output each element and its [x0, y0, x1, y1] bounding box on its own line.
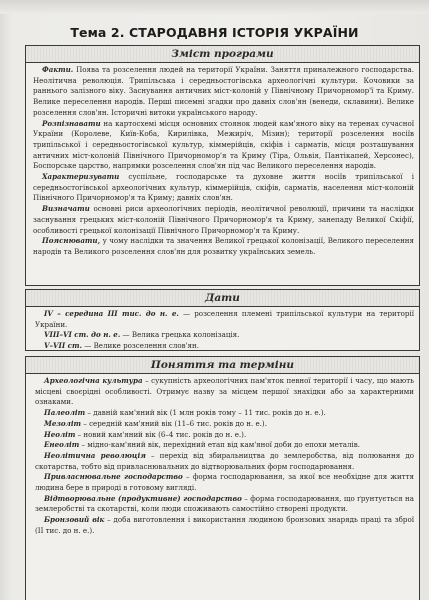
- concept-text: – мідно-кам'яний вік, перехідний етап від кам'яної доби до епохи металів.: [79, 440, 361, 450]
- concept-item: [35, 408, 414, 419]
- concepts-body: [26, 374, 419, 539]
- concept-item: [35, 419, 414, 430]
- program-text: у чому наслідки та значення Великої грецької колонізації, Великого переселення народів та Великого розселення слов'ян для розвитку українських земель.: [33, 236, 414, 256]
- concept-text: – форма господарювання, що ґрунтується на землеробстві та скотарстві, коли люди споживають самостійно створені продукти.: [35, 493, 414, 514]
- dates-heading: Дати: [26, 290, 419, 307]
- date-item: [35, 341, 414, 352]
- date-term: IV – середина III тис. до н. е.: [44, 309, 179, 318]
- program-heading: Зміст програми: [26, 46, 419, 63]
- concept-term: Привласнювальне господарство: [44, 472, 183, 482]
- date-text: — розселення племені трипільської культури на території України.: [35, 309, 415, 329]
- concept-text: – середній кам'яний вік (11–6 тис. років до н. е.).: [81, 418, 267, 428]
- program-term: Пояснювати,: [42, 236, 101, 246]
- page-title: Тема 2. СТАРОДАВНЯ ІСТОРІЯ УКРАЇНИ: [70, 25, 359, 40]
- program-text: суспільне, господарське та духовне життя носіїв трипільської і середньостогівської археологічних культур, кіммерійців, скіфів, сарматів, населення міст-колоній Північного Причорномор'я та Криму; давніх слов'ян.: [33, 172, 414, 203]
- program-paragraph: [33, 119, 414, 173]
- program-text: на картосхемі місця основних стоянок людей кам'яного віку на теренах сучасної України (Королеве, Київ-Коба, Кирилівка, Межиріч, Мізин); території розселення носіїв трипільської і середньостогівської культур, кіммерійців, скіфів і сарматів, місця розташування античних міст-колоній Північного Причорномор'я та Криму (Тіра, Ольвія, Пантікапей, Херсонес), Боспорське царство, напрямки розселення слов'ян під час Великого переселення народів.: [33, 118, 414, 171]
- concept-item: [35, 430, 414, 441]
- program-paragraph: [33, 204, 414, 236]
- date-term: VIII–VI ст. до н. е.: [44, 330, 121, 340]
- concept-item: [35, 440, 414, 451]
- concept-text: – давній кам'яний вік (1 млн років тому – 11 тис. років до н. е.).: [85, 408, 326, 418]
- concept-text: – доба виготовлення і використання людиною бронзових знарядь праці та зброї (ІІ тис. до н. е.).: [35, 515, 415, 535]
- date-term: V–VII ст.: [44, 341, 82, 351]
- program-paragraph: [33, 65, 414, 119]
- program-term: Визначати: [42, 204, 90, 214]
- program-term: Факти.: [42, 65, 74, 74]
- concept-item: [35, 515, 414, 536]
- header-strip: [0, 0, 429, 14]
- program-panel: [25, 45, 420, 286]
- concept-term: Археологічна культура: [44, 376, 143, 385]
- date-text: — Велика грецька колонізація.: [120, 330, 240, 340]
- concept-term: Відтворювальне (продуктивне) господарство: [44, 493, 242, 503]
- dates-body: [26, 307, 419, 354]
- concepts-panel: [25, 356, 420, 600]
- concept-term: Мезоліт: [44, 418, 82, 428]
- program-paragraph: [33, 236, 414, 257]
- date-item: [35, 330, 414, 341]
- concepts-heading: Поняття та терміни: [26, 357, 419, 374]
- program-term: Розпізнавати: [42, 118, 101, 128]
- concept-text: – сукупність археологічних пам'яток певної території і часу, що мають місцеві своєрідні особливості. Отримує назву за місцем першої знахідки або за характерними ознаками.: [35, 376, 414, 407]
- concept-term: Неолітична революція: [44, 450, 146, 460]
- program-paragraph: [33, 172, 414, 204]
- concept-item: [35, 494, 414, 515]
- concept-term: Енеоліт: [44, 440, 80, 450]
- concept-text: – перехід від збиральництва до землеробства, від полювання до скотарства, тобто від привласнювальних до відтворювальних форм господарювання.: [35, 450, 414, 471]
- concept-item: [35, 472, 414, 493]
- concept-item: [35, 451, 414, 472]
- concept-item: [35, 376, 414, 408]
- concept-text: – новий кам'яний вік (6–4 тис. років до н. е.).: [75, 429, 247, 439]
- program-text: Поява та розселення людей на території України. Заняття приналежного господарства. Неолітична революція. Трипільська і середньостогівська археологічні культури. Кочовики за раннього залізного віку. Заснування античних міст-колоній у Північному Причорномор'ї та Криму. Велике переселення народів. Перші писемні згадки про давніх слов'ян (венеди, склавини). Велике розселення слов'ян. Історичні витоки українського народу.: [33, 65, 414, 117]
- concept-term: Бронзовий вік: [44, 515, 105, 525]
- concept-term: Палеоліт: [44, 408, 86, 418]
- concept-term: Неоліт: [44, 429, 76, 439]
- program-text: основні риси археологічних періодів, неолітичної революції, причини та наслідки заснування грецьких міст-колоній Північного Причорномор'я та Криму, занепаду Великої Скіфії, особливості грецької колонізації Північного Причорномор'я та Криму.: [33, 204, 414, 235]
- program-body: [26, 63, 419, 260]
- dates-panel: [25, 289, 420, 351]
- date-item: [35, 309, 414, 330]
- concept-text: – форма господарювання, за якої все необхідне для життя людина бере в природі в готовому вигляді.: [35, 472, 415, 493]
- date-text: — Велике розселення слов'ян.: [81, 341, 199, 351]
- program-term: Характеризувати: [42, 172, 120, 182]
